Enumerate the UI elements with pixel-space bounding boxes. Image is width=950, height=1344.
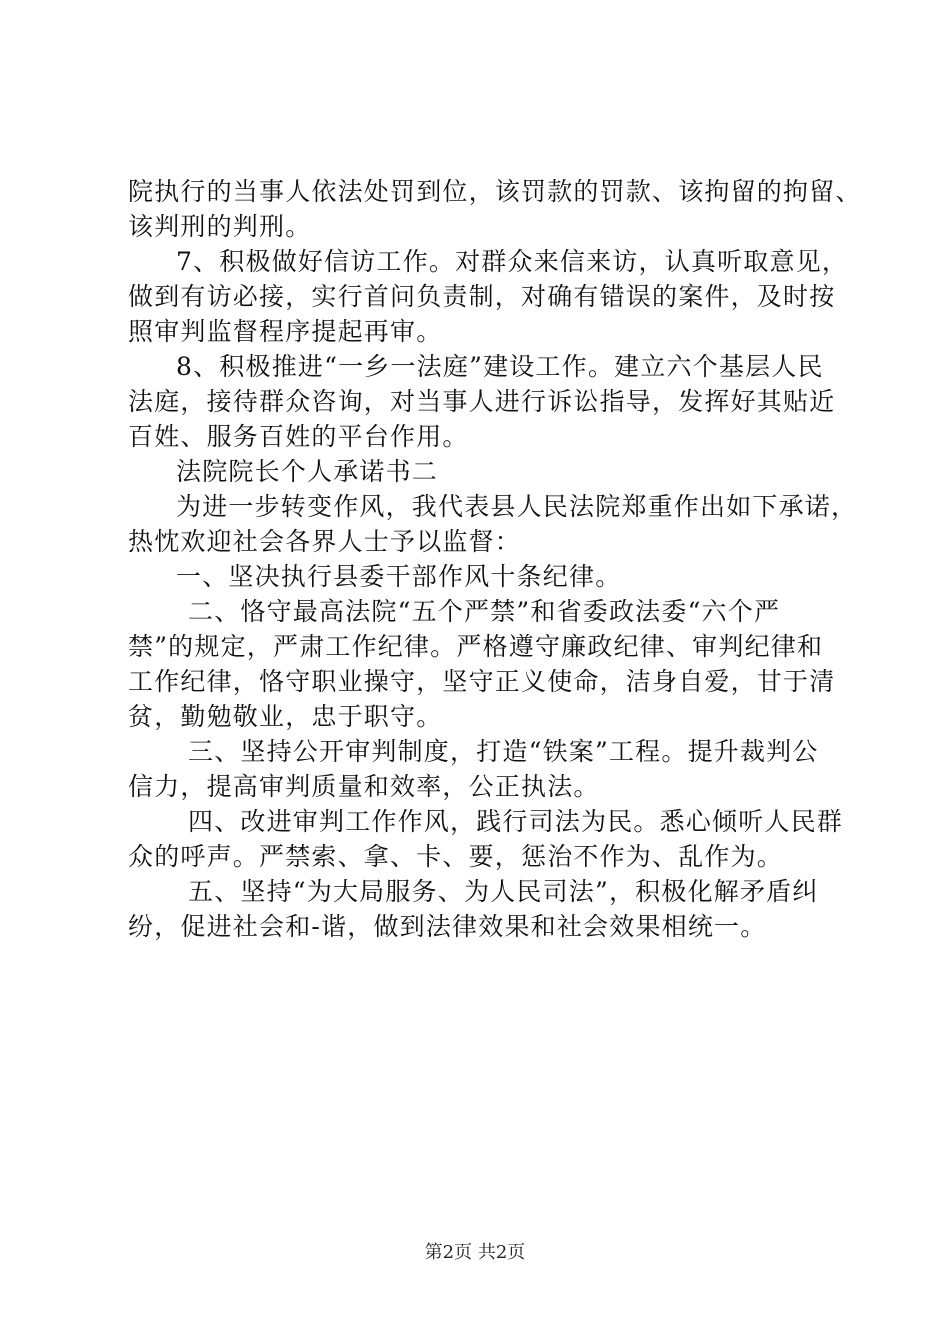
text-line: 众的呼声。严禁索、拿、卡、要，惩治不作为、乱作为。 [128, 842, 784, 871]
text-line: 贫，勤勉敬业，忠于职守。 [128, 702, 443, 731]
text-line: 百姓、服务百姓的平台作用。 [128, 422, 469, 451]
text-line: 做到有访必接，实行首问负责制，对确有错误的案件，及时按 [128, 282, 836, 311]
section-title: 法院院长个人承诺书二 [176, 457, 439, 486]
text-line: 7、积极做好信访工作。对群众来信来访，认真听取意见， [176, 247, 849, 276]
text-line: 五、坚持“为大局服务、为人民司法”，积极化解矛盾纠 [188, 877, 819, 906]
text-line: 为进一步转变作风，我代表县人民法院郑重作出如下承诺， [176, 492, 858, 521]
text-line: 工作纪律，恪守职业操守，坚守正义使命，洁身自爱，甘于清 [128, 667, 836, 696]
text-line: 8、积极推进“一乡一法庭”建设工作。建立六个基层人民 [176, 352, 824, 381]
text-line: 禁”的规定，严肃工作纪律。严格遵守廉政纪律、审判纪律和 [128, 632, 824, 661]
text-line: 法庭，接待群众咨询，对当事人进行诉讼指导，发挥好其贴近 [128, 387, 836, 416]
text-line: 二、恪守最高法院“五个严禁”和省委政法委“六个严 [188, 597, 781, 626]
text-line: 信力，提高审判质量和效率，公正执法。 [128, 772, 600, 801]
page-number-footer: 第2页 共2页 [424, 1242, 526, 1263]
text-line: 院执行的当事人依法处罚到位，该罚款的罚款、该拘留的拘留、 [128, 177, 862, 206]
text-line: 四、改进审判工作作风，践行司法为民。悉心倾听人民群 [188, 807, 844, 836]
text-line: 纷，促进社会和-谐，做到法律效果和社会效果相统一。 [128, 912, 767, 941]
text-line: 三、坚持公开审判制度，打造“铁案”工程。提升裁判公 [188, 737, 819, 766]
text-line: 该判刑的判刑。 [128, 212, 312, 241]
text-line: 一、坚决执行县委干部作风十条纪律。 [176, 562, 622, 591]
text-line: 热忱欢迎社会各界人士予以监督： [128, 527, 522, 556]
text-line: 照审判监督程序提起再审。 [128, 317, 443, 346]
